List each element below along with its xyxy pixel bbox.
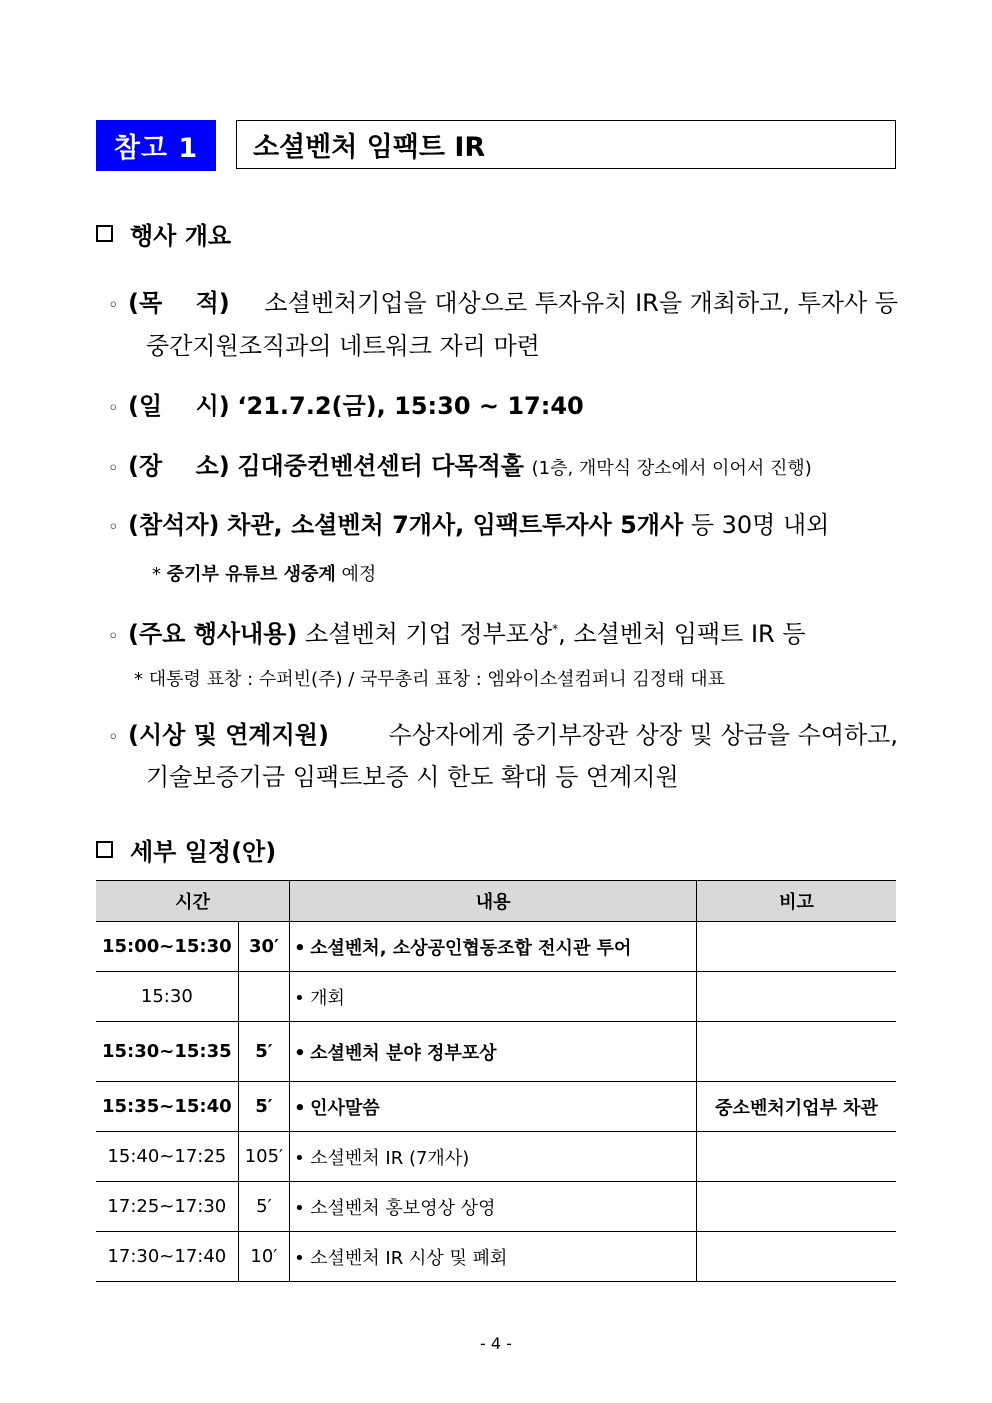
attendees-label: (참석자) (128, 511, 220, 539)
row-duration: 10′ (238, 1232, 289, 1282)
section-title: 행사 개요 (130, 222, 232, 250)
table-header-row (96, 881, 896, 922)
bullet-icon: • (294, 1247, 305, 1269)
row-content-text: 소셜벤처 IR 시상 및 폐회 (310, 1247, 508, 1269)
circle-bullet-icon: ◦ (108, 458, 119, 479)
table-row (96, 922, 896, 972)
attendees-value: 차관, 소셜벤처 7개사, 임팩트투자사 5개사 (227, 511, 684, 539)
header-time: 시간 (96, 881, 290, 922)
circle-bullet-icon: ◦ (108, 517, 119, 538)
row-content-text: 개회 (310, 987, 345, 1009)
awards-line1 (108, 720, 898, 753)
purpose-line1 (108, 288, 898, 321)
bullet-icon: • (294, 1147, 305, 1169)
place-note: (1층, 개막식 장소에서 이어서 진행) (531, 458, 812, 479)
date-line (108, 391, 584, 424)
content-label: (주요 행사내용) (128, 620, 298, 648)
row-content-text: 소셜벤처 분야 정부포상 (310, 1042, 497, 1064)
section-title: 세부 일정(안) (130, 838, 277, 866)
row-content (290, 1022, 697, 1082)
place-value: 김대중컨벤션센터 다목적홀 (237, 452, 524, 480)
attendees-subnote (152, 563, 376, 587)
bullet-icon: • (294, 1042, 306, 1064)
row-content (290, 1082, 697, 1132)
table-row (96, 1182, 896, 1232)
date-label: (일 시) (128, 392, 230, 420)
bullet-icon: • (294, 987, 305, 1009)
row-remarks (697, 1182, 896, 1232)
place-line (108, 451, 812, 484)
circle-bullet-icon: ◦ (108, 626, 119, 647)
content-sup: * (552, 622, 559, 636)
row-remarks (697, 1132, 896, 1182)
checkbox-square-icon (96, 841, 113, 858)
page-title: 소셜벤처 임팩트 IR (236, 120, 896, 169)
row-duration: 105′ (238, 1132, 289, 1182)
row-time: 15:40~17:25 (96, 1132, 238, 1182)
bullet-icon: • (294, 937, 306, 959)
row-content-text: 소셜벤처, 소상공인협동조합 전시관 투어 (310, 937, 632, 959)
content-text2: , 소셜벤처 임팩트 IR 등 (558, 620, 806, 648)
date-value: ‘21.7.2(금), 15:30 ~ 17:40 (237, 392, 584, 420)
content-text1: 소셜벤처 기업 정부포상 (305, 620, 553, 648)
row-time: 15:00~15:30 (96, 922, 238, 972)
row-remarks (697, 922, 896, 972)
table-row (96, 1082, 896, 1132)
header-content: 내용 (290, 881, 697, 922)
row-time: 17:25~17:30 (96, 1182, 238, 1232)
bullet-icon: • (294, 1097, 306, 1119)
content-footnote: * 대통령 표창 : 수퍼빈(주) / 국무총리 표창 : 엠와이소셜컴퍼니 김정태 대표 (134, 669, 726, 690)
content-line (108, 614, 806, 652)
row-duration (238, 972, 289, 1022)
row-duration: 30′ (238, 922, 289, 972)
attendees-suffix: 등 30명 내외 (690, 511, 830, 539)
purpose-line2: 중간지원조직과의 네트워크 자리 마련 (146, 332, 540, 360)
row-remarks: 중소벤처기업부 차관 (697, 1082, 896, 1132)
row-remarks (697, 972, 896, 1022)
awards-label: (시상 및 연계지원) (128, 721, 329, 749)
row-duration: 5′ (238, 1182, 289, 1232)
row-duration: 5′ (238, 1082, 289, 1132)
table-row (96, 1022, 896, 1082)
row-time: 15:35~15:40 (96, 1082, 238, 1132)
row-time: 15:30~15:35 (96, 1022, 238, 1082)
purpose-text: 소셜벤처기업을 대상으로 투자유치 IR을 개최하고, 투자사 등 (264, 289, 898, 317)
row-content-text: 소셜벤처 IR (7개사) (310, 1147, 470, 1169)
subnote-rest: 예정 (335, 564, 377, 585)
row-content-text: 인사말씀 (310, 1097, 380, 1119)
awards-text: 수상자에게 중기부장관 상장 및 상금을 수여하고, (388, 721, 898, 749)
section-schedule-heading (96, 832, 276, 867)
subnote-bold: 중기부 유튜브 생중계 (166, 564, 336, 585)
table-row (96, 1132, 896, 1182)
row-time: 17:30~17:40 (96, 1232, 238, 1282)
attendees-line (108, 510, 829, 543)
awards-line2: 기술보증기금 임팩트보증 시 한도 확대 등 연계지원 (146, 763, 679, 791)
circle-bullet-icon: ◦ (108, 398, 119, 419)
checkbox-square-icon (96, 225, 113, 242)
row-content (290, 1232, 697, 1282)
schedule-table (96, 880, 896, 1282)
row-content (290, 1182, 697, 1232)
place-label: (장 소) (128, 452, 230, 480)
table-row (96, 972, 896, 1022)
row-remarks (697, 1232, 896, 1282)
reference-tag: 참고 1 (96, 120, 216, 171)
row-content (290, 922, 697, 972)
header-remarks: 비고 (697, 881, 896, 922)
row-remarks (697, 1022, 896, 1082)
page-number: - 4 - (480, 1334, 512, 1353)
table-row (96, 1232, 896, 1282)
row-content (290, 1132, 697, 1182)
bullet-icon: • (294, 1197, 305, 1219)
row-duration: 5′ (238, 1022, 289, 1082)
row-time: 15:30 (96, 972, 238, 1022)
purpose-label: (목 적) (128, 289, 230, 317)
row-content-text: 소셜벤처 홍보영상 상영 (310, 1197, 496, 1219)
row-content (290, 972, 697, 1022)
circle-bullet-icon: ◦ (108, 295, 119, 316)
section-overview-heading (96, 216, 231, 251)
subnote-prefix: * (152, 564, 167, 585)
circle-bullet-icon: ◦ (108, 727, 119, 748)
